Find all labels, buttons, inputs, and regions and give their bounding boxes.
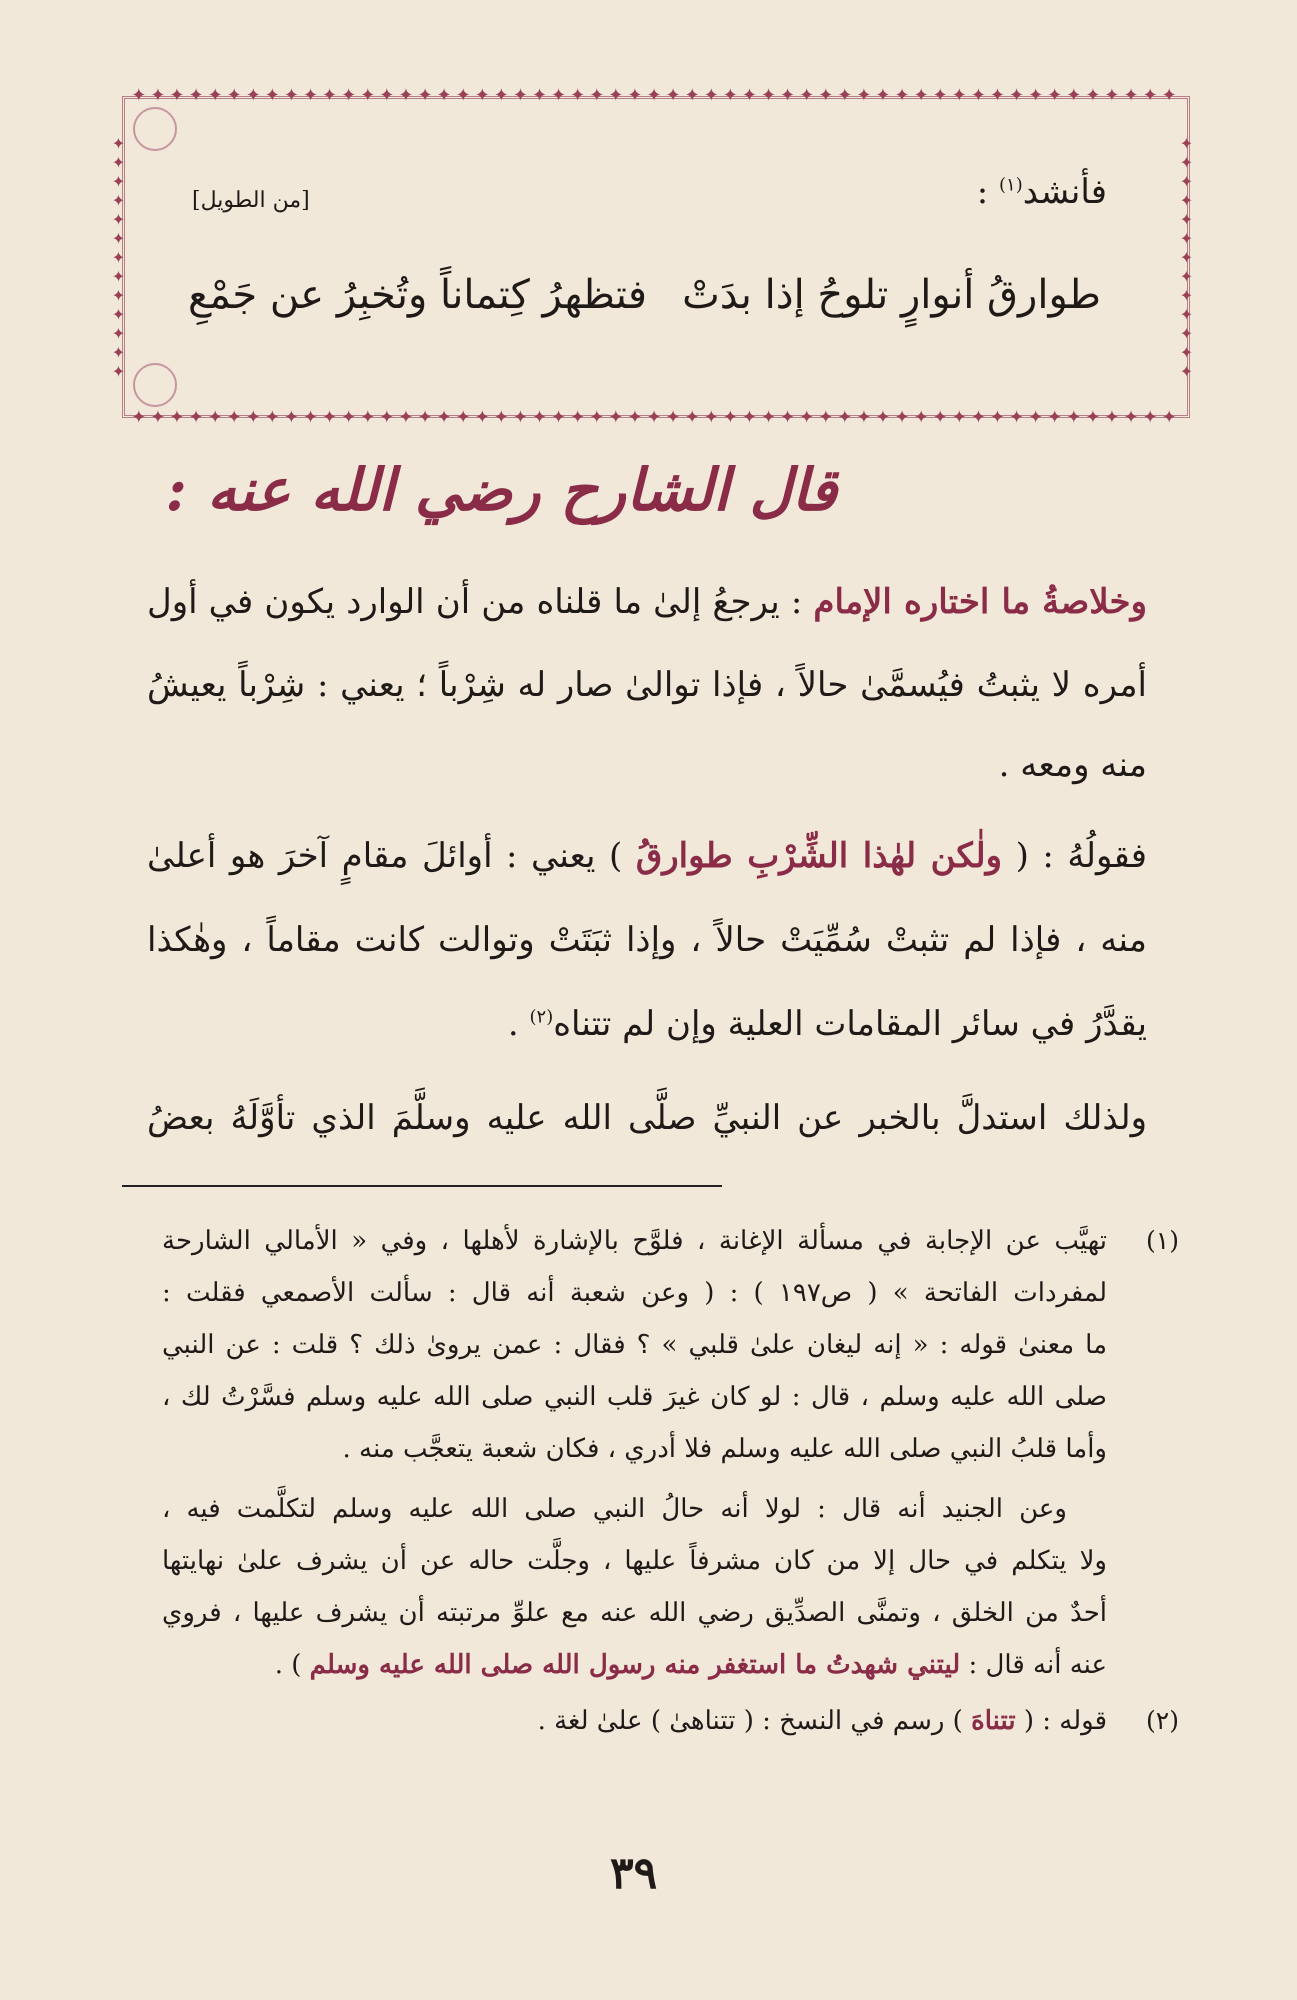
- page-number: ٣٩: [610, 1848, 658, 1899]
- footnote-marker: (٢): [529, 1006, 554, 1028]
- body-line: فقولُهُ : ( ولٰكن لهٰذا الشِّرْبِ طوارقُ ) يعني : أوائلَ مقامٍ آخرَ هو أعلىٰ: [147, 836, 1148, 876]
- footnote-line: أحدٌ من الخلق ، وتمنَّى الصدِّيق رضي الله عنه مع علوِّ مرتبته أن يشرف عليها ، فروي: [162, 1598, 1107, 1628]
- verse-intro: فأنشد$^{(١)}$ :: [976, 172, 1107, 212]
- body-line: وخلاصةُ ما اختاره الإمام : يرجعُ إلىٰ ما قلناه من أن الوارد يكون في أول: [147, 582, 1147, 622]
- frame-border-top: ✦✦✦✦✦✦✦✦✦✦✦✦✦✦✦✦✦✦✦✦✦✦✦✦✦✦✦✦✦✦✦✦✦✦✦✦✦✦✦✦✦✦✦✦✦✦✦✦✦✦✦✦✦✦✦: [131, 85, 1181, 106]
- body-line: ولذلك استدلَّ بالخبر عن النبيِّ صلَّى الله عليه وسلَّمَ الذي تأوَّلَهُ بعضُ: [147, 1098, 1147, 1138]
- footnote-separator: [122, 1185, 722, 1187]
- footnote-number: (١): [1146, 1226, 1179, 1255]
- body-line: منه ، فإذا لم تثبتْ سُمِّيَتْ حالاً ، وإذا ثبَتَتْ وتوالت كانت مقاماً ، وهٰكذا: [147, 920, 1147, 960]
- frame-border-left: ✦✦✦✦✦✦✦✦✦✦✦✦✦: [109, 133, 128, 381]
- footnote-number: (٢): [1146, 1706, 1179, 1735]
- frame-border-bottom: ✦✦✦✦✦✦✦✦✦✦✦✦✦✦✦✦✦✦✦✦✦✦✦✦✦✦✦✦✦✦✦✦✦✦✦✦✦✦✦✦✦✦✦✦✦✦✦✦✦✦✦✦✦✦✦: [131, 407, 1181, 428]
- body-line: أمره لا يثبتُ فيُسمَّىٰ حالاً ، فإذا توالىٰ صار له شِرْباً ؛ يعني : شِرْباً يعيشُ: [147, 665, 1147, 705]
- body-line: يقدَّرُ في سائر المقامات العلية وإن لم تتناه$^{(٢)}$ .: [507, 1004, 1147, 1044]
- footnote-line: تهيَّب عن الإجابة في مسألة الإغانة ، فلوَّح بالإشارة لأهلها ، وفي « الأمالي الشارحة: [162, 1226, 1107, 1256]
- meter-label: [من الطويل]: [192, 188, 310, 213]
- verse-first-hemistich: طوارقُ أنوارٍ تلوحُ إذا بدَتْ: [682, 272, 1101, 318]
- footnote-line: ولا يتكلم في حال إلا من كان مشرفاً عليها ، وجلَّت حاله عن أن يشرف علىٰ نهايتها: [162, 1546, 1107, 1576]
- section-heading: قال الشارح رضي الله عنه :: [165, 456, 837, 524]
- footnote-line: لمفردات الفاتحة » ( ص١٩٧ ) : ( وعن شعبة أنه قال : سألت الأصمعي فقلت :: [162, 1278, 1108, 1308]
- corner-flourish: [133, 363, 177, 407]
- footnote-marker: (١): [999, 174, 1023, 196]
- body-line: منه ومعه .: [998, 745, 1147, 785]
- frame-border-right: ✦✦✦✦✦✦✦✦✦✦✦✦✦: [1177, 133, 1196, 381]
- corner-flourish: [133, 107, 177, 151]
- footnote-line: صلى الله عليه وسلم ، قال : لو كان غيرَ قلب النبي صلى الله عليه وسلم فسَّرْتُ لك ،: [162, 1382, 1107, 1412]
- footnote-line: ما معنىٰ قوله : « إنه ليغان علىٰ قلبي » ؟ فقال : عمن يروىٰ ذلك ؟ قلت : عن النبي: [162, 1330, 1107, 1360]
- ornamental-frame: [109, 85, 1196, 428]
- footnote-line: وعن الجنيد أنه قال : لولا أنه حالُ النبي صلى الله عليه وسلم لتكلَّمت فيه ،: [162, 1494, 1067, 1524]
- footnote-line: قوله : ( تتناهَ ) رسم في النسخ : ( تتناهىٰ ) علىٰ لغة .: [537, 1706, 1107, 1736]
- footnote-line: عنه أنه قال : ليتني شهدتُ ما استغفر منه رسول الله صلى الله عليه وسلم ) .: [274, 1650, 1107, 1680]
- footnote-line: وأما قلبُ النبي صلى الله عليه وسلم فلا أدري ، فكان شعبة يتعجَّب منه .: [342, 1434, 1107, 1464]
- verse-second-hemistich: فتظهرُ كِتماناً وتُخبِرُ عن جَمْعِ: [188, 272, 647, 318]
